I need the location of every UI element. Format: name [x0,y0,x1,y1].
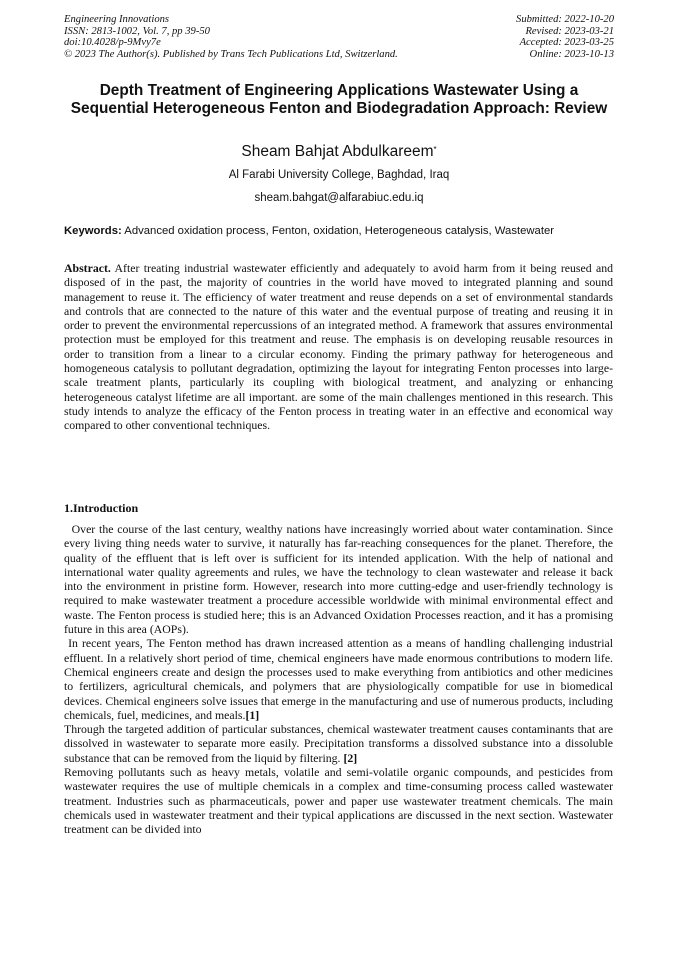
intro-paragraph-3: Through the targeted addition of particular substances, chemical wastewater treatment causes contaminants that are dissolved in wastewater to separate more easily. Precipitation transforms a dissolved substance into a dissoluble substance that can be removed from the liquid by filtering. [2] [64,722,613,765]
journal-info [64,14,398,60]
paper-title: Depth Treatment of Engineering Applications Wastewater Using a Sequential Heterogeneous Fenton and Biodegradation Approach: Review [70,82,608,117]
doi[interactable]: doi:10.4028/p-9Mvy7e [64,37,161,49]
keywords-text: Advanced oxidation process, Fenton, oxidation, Heterogeneous catalysis, Wastewater [124,225,555,237]
section-heading: 1.Introduction [64,501,139,515]
issn-volume: ISSN: 2813-1002, Vol. 7, pp 39-50 [64,25,210,37]
citation-1[interactable]: [1] [245,707,260,722]
corresponding-author-mark: * [433,145,437,154]
keywords-line [64,225,624,238]
intro-paragraph-4: Removing pollutants such as heavy metals, volatile and semi-volatile organic compounds, and pesticides from wastewater requires the use of multiple chemicals in a complex and time-consuming process called wastewater treatment. Industries such as pharmaceuticals, power and paper use wastewater treatment chemicals. The main chemicals used in wastewater treatment and their typical applications are discussed in the next section. Wastewater treatment can be divided into [64,765,613,837]
publication-dates [516,14,614,60]
copyright: © 2023 The Author(s). Published by Trans Tech Publications Ltd, Switzerland. [64,48,398,60]
abstract-text: After treating industrial wastewater efficiently and adequately to avoid harm from it being reused and disposed of in the past, the majority of countries in the world have moved to integrated planning and sound management to reuse it. The efficiency of water treatment and reuse depends on a set of environmental standards and controls that are connected to the nature of this water and the eventual purpose of treating and reusing it in order to prevent the environmental repercussions of an integrated method. A framework that assures environmental protection must be employed for this treatment and reuse. The emphasis is on developing reusable resources in order to transition from a linear to a circular economy. Finding the primary pathway for heterogeneous and homogeneous catalysis to pollutant degradation, optimizing the layout for integrating Fenton processes into large-scale treatment plants, particularly its coupling with biological treatment, and analyzing or enhancing heterogeneous catalyst lifetime are all important. are some of the main challenges mentioned in this research. This study intends to analyze the efficacy of the Fenton process in treating water in an effective and economical way compared to other conventional techniques. [64,261,613,433]
abstract-label: Abstract. [64,261,111,275]
keywords-label: Keywords: [64,225,122,237]
intro-paragraph-1: Over the course of the last century, wealthy nations have increasingly worried about water contamination. Since every living thing needs water to survive, it naturally has far-reaching consequences for the planet. Therefore, the quality of the effluent that is left over is sufficient for its intended application. With the help of national and international water quality agreements and rules, we have the technology to clean wastewater and release it back into the environment in pristine form. However, research into more cutting-edge and user-friendly technology is required to make wastewater treatment a procedure accessible worldwide with minimal environmental effect and waste. The Fenton process is studied here; this is an Advanced Oxidation Processes reaction, and it has a promising future in this area (AOPs). [64,522,614,637]
author-line [64,143,614,161]
intro-paragraph-2: In recent years, The Fenton method has drawn increased attention as a means of handling challenging industrial effluent. In a relatively short period of time, chemical engineers have made enormous contributions to modern life. Chemical engineers create and design the processes used to make everything from antibiotics and other medicines to fertilizers, agricultural chemicals, and polymers that are physiologically compatible for use in biomedical devices. Chemical engineers solve issues that emerge in the manufacturing and use of numerous products, including chemicals, fuel, medicines, and meals.[1] [64,636,613,722]
affiliation: Al Farabi University College, Baghdad, Iraq [228,169,450,181]
accepted-date: Accepted: 2023-03-25 [519,37,614,49]
abstract [64,261,613,433]
introduction-body [64,522,613,837]
online-date: Online: 2023-10-13 [529,48,614,60]
revised-date: Revised: 2023-03-21 [525,25,614,37]
author-name: Sheam Bahjat Abdulkareem [241,143,434,160]
citation-2[interactable]: [2] [343,750,358,765]
journal-name: Engineering Innovations [64,14,170,25]
author-email[interactable]: sheam.bahgat@alfarabiuc.edu.iq [254,192,424,204]
submitted-date: Submitted: 2022-10-20 [516,14,614,25]
